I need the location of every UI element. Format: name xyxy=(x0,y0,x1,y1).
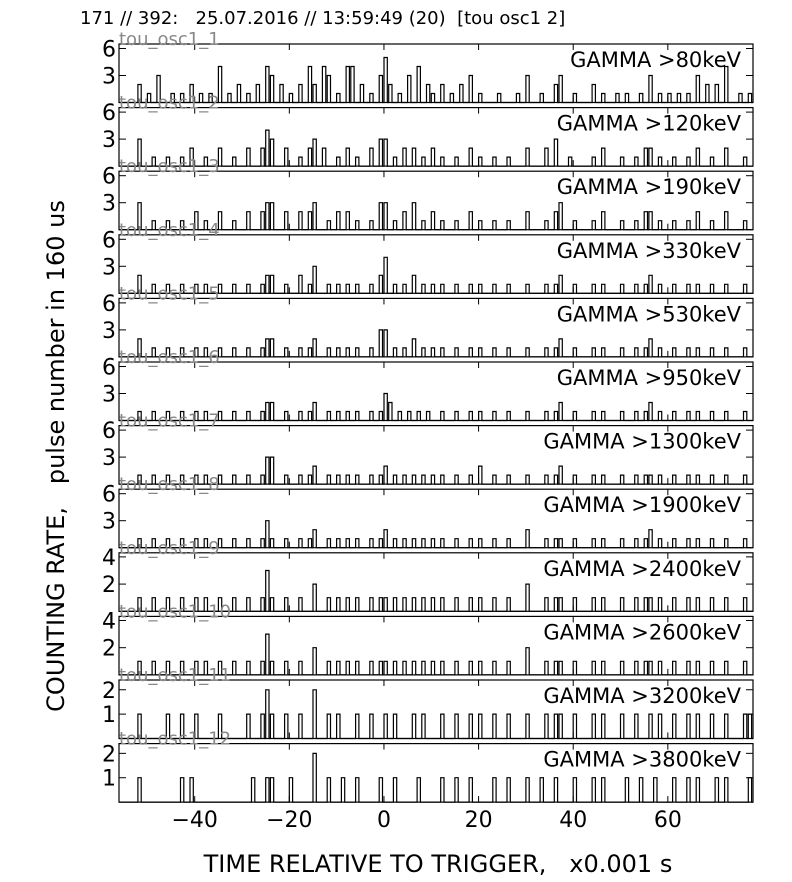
panel-4-ytick-label: 3 xyxy=(102,255,116,281)
panel-5-energy-label: GAMMA >530keV xyxy=(556,302,741,327)
panel-10-channel-label: tou_osc1_10 xyxy=(119,601,232,623)
panel-4-channel-label: tou_osc1_4 xyxy=(119,219,220,241)
panel-3-energy-label: GAMMA >190keV xyxy=(556,175,741,200)
panel-1-energy-label: GAMMA >80keV xyxy=(570,48,741,72)
panel-6-energy-label: GAMMA >950keV xyxy=(556,366,741,390)
x-tick-label: 60 xyxy=(653,808,682,834)
panel-9-energy-label: GAMMA >2400keV xyxy=(543,556,741,581)
x-tick-label: 20 xyxy=(464,808,493,834)
panel-11-ytick-label: 2 xyxy=(102,678,116,704)
panel-4-ytick-label: 6 xyxy=(102,228,116,254)
panel-10-ytick-label: 2 xyxy=(102,636,116,662)
panel-8-channel-label: tou_osc1_8 xyxy=(119,474,220,496)
panel-2-ytick-label: 3 xyxy=(102,128,116,154)
panel-5-ytick-label: 6 xyxy=(102,291,116,317)
panel-2-channel-label: tou_osc1_2 xyxy=(119,92,220,114)
x-axis-label: TIME RELATIVE TO TRIGGER, x0.001 s xyxy=(203,850,673,878)
panel-3-ytick-label: 3 xyxy=(102,191,116,217)
panel-2-ytick-label: 6 xyxy=(102,101,116,127)
x-tick-label: 40 xyxy=(559,808,588,834)
x-tick-label: 0 xyxy=(376,808,391,834)
panel-1-ytick-label: 3 xyxy=(102,64,116,90)
panel-10-energy-label: GAMMA >2600keV xyxy=(543,620,741,645)
panel-7-energy-label: GAMMA >1300keV xyxy=(543,429,741,454)
y-axis-label: COUNTING RATE, pulse number in 160 us xyxy=(42,200,70,712)
panel-5-ytick-label: 3 xyxy=(102,318,116,344)
panel-6-ytick-label: 3 xyxy=(102,382,116,408)
x-tick-label: −40 xyxy=(171,808,218,834)
panel-7-ytick-label: 6 xyxy=(102,419,116,445)
panel-9-ytick-label: 4 xyxy=(102,545,116,571)
panel-7-channel-label: tou_osc1_7 xyxy=(119,410,220,432)
panel-8-ytick-label: 3 xyxy=(102,509,116,535)
panel-3-ytick-label: 6 xyxy=(102,164,116,190)
panel-7-ytick-label: 3 xyxy=(102,446,116,472)
panel-6-ytick-label: 6 xyxy=(102,355,116,381)
panel-8-energy-label: GAMMA >1900keV xyxy=(543,493,741,518)
panel-12-channel-label: tou_osc1_12 xyxy=(119,728,232,750)
panel-11-energy-label: GAMMA >3200keV xyxy=(543,684,741,708)
panel-2-energy-label: GAMMA >120keV xyxy=(556,111,741,136)
panel-12-ytick-label: 2 xyxy=(102,742,116,768)
panel-5-channel-label: tou_osc1_5 xyxy=(119,283,220,305)
panel-6-channel-label: tou_osc1_6 xyxy=(119,347,220,368)
panel-1-channel-label: tou_osc1_1 xyxy=(119,29,220,50)
panel-10-ytick-label: 4 xyxy=(102,609,116,635)
panel-1-ytick-label: 6 xyxy=(102,37,116,63)
chart-header: 171 // 392: 25.07.2016 // 13:59:49 (20) [tou osc1 2] xyxy=(80,8,566,29)
panel-4-energy-label: GAMMA >330keV xyxy=(556,238,741,263)
panel-12-ytick-label: 1 xyxy=(102,766,116,792)
panel-12-energy-label: GAMMA >3800keV xyxy=(543,747,741,772)
panel-9-channel-label: tou_osc1_9 xyxy=(119,537,220,559)
panel-11-channel-label: tou_osc1_11 xyxy=(119,665,232,686)
x-tick-label: −20 xyxy=(266,808,313,834)
panel-11-ytick-label: 1 xyxy=(102,703,116,729)
panel-3-channel-label: tou_osc1_3 xyxy=(119,156,220,178)
panel-8-ytick-label: 6 xyxy=(102,482,116,508)
panel-9-ytick-label: 2 xyxy=(102,573,116,599)
